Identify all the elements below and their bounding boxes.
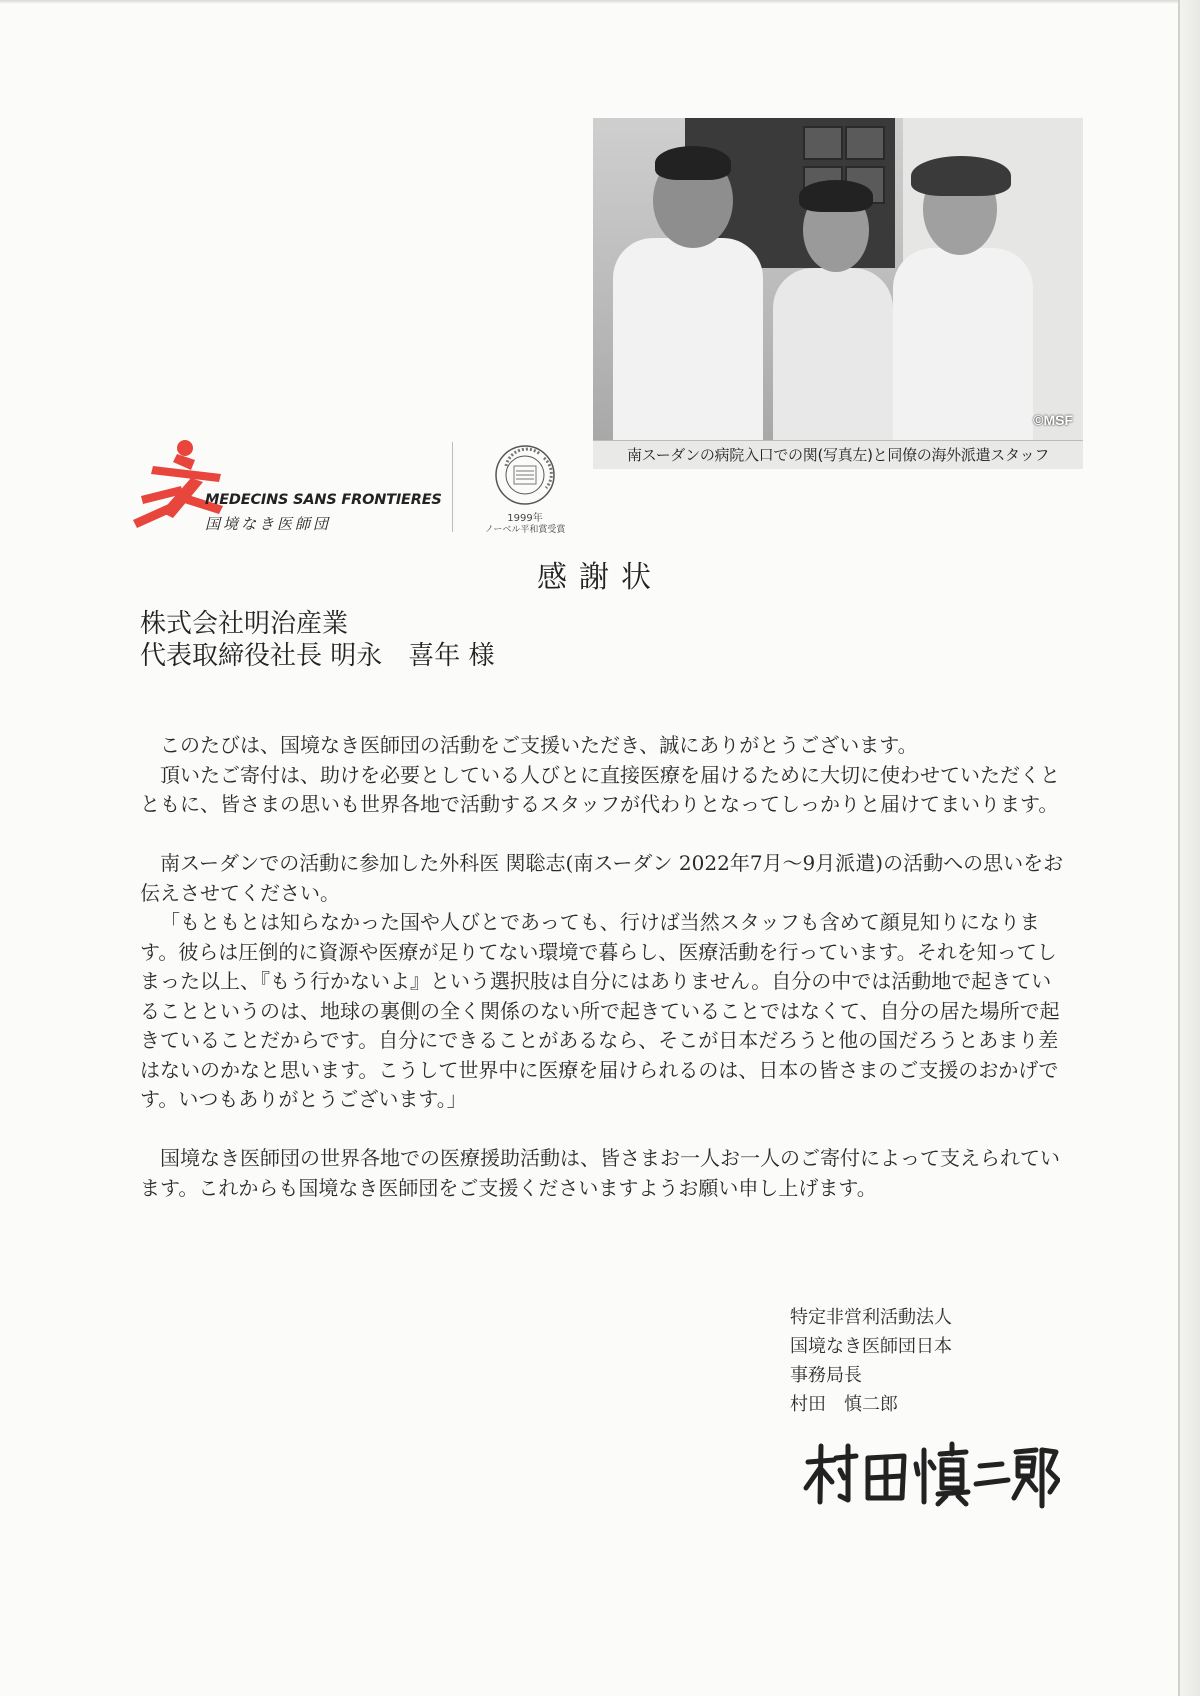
photo-caption: 南スーダンの病院入口での関(写真左)と同僚の海外派遣スタッフ — [593, 440, 1083, 469]
staff-photo — [593, 118, 1083, 440]
document-title: 感謝状 — [537, 560, 663, 595]
sender-org-type: 特定非営利活動法人 — [790, 1307, 952, 1328]
sender-role: 事務局長 — [790, 1365, 862, 1386]
logo-divider — [452, 442, 453, 532]
handwritten-signature — [800, 1440, 1060, 1510]
sender-name: 村田 慎二郎 — [790, 1394, 898, 1415]
photo-credit: ©MSF — [1033, 412, 1073, 428]
seal-award: ノーベル平和賞受賞 — [484, 525, 566, 535]
recipient-company: 株式会社明治産業 — [140, 609, 349, 639]
letter-body — [140, 731, 1065, 1203]
nobel-prize-seal-icon — [494, 444, 556, 506]
paragraph: 南スーダンでの活動に参加した外科医 関聡志(南スーダン 2022年7月～9月派遣)の活動への思いをお伝えさせてください。 — [140, 851, 1064, 905]
paragraph: 頂いたご寄付は、助けを必要としている人びとに直接医療を届けるために大切に使わせていただくとともに、皆さまの思いも世界各地で活動するスタッフが代わりとなってしっかりと届けてまいります。 — [140, 762, 1060, 816]
sender-org-name: 国境なき医師団日本 — [790, 1336, 952, 1357]
paragraph: 「もともとは知らなかった国や人びとであっても、行けば当然スタッフも含めて顔見知りになります。彼らは圧倒的に資源や医療が足りてない環境で暮らし、医療活動を行っています。それを知ってしまった以上、『もう行かないよ』という選択肢は自分にはありません。自分の中では活動地で起きていることというのは、地球の裏側の全く関係のない所で起きていることではなくて、自分の居た場所で起きていることだからです。自分にできることがあるなら、そこが日本だろうと他の国だろうとあまり差はないのかなと思います。こうして世界中に医療を届けられるのは、日本の皆さまのご支援のおかげです。いつもありがとうございます。」 — [140, 910, 1060, 1111]
paragraph: このたびは、国境なき医師団の活動をご支援いただき、誠にありがとうございます。 — [160, 733, 918, 757]
msf-name-jp: 国境なき医師団 — [205, 515, 332, 533]
seal-year: 1999年 — [507, 513, 543, 524]
paragraph: 国境なき医師団の世界各地での医療援助活動は、皆さまお一人お一人のご寄付によって支えられています。これからも国境なき医師団をご支援くださいますようお願い申し上げます。 — [140, 1146, 1060, 1200]
recipient-block — [140, 608, 495, 672]
msf-name-en: MEDECINS SANS FRONTIERES — [205, 492, 442, 508]
sender-block — [790, 1303, 952, 1419]
recipient-person: 代表取締役社長 明永 喜年 様 — [140, 641, 495, 671]
